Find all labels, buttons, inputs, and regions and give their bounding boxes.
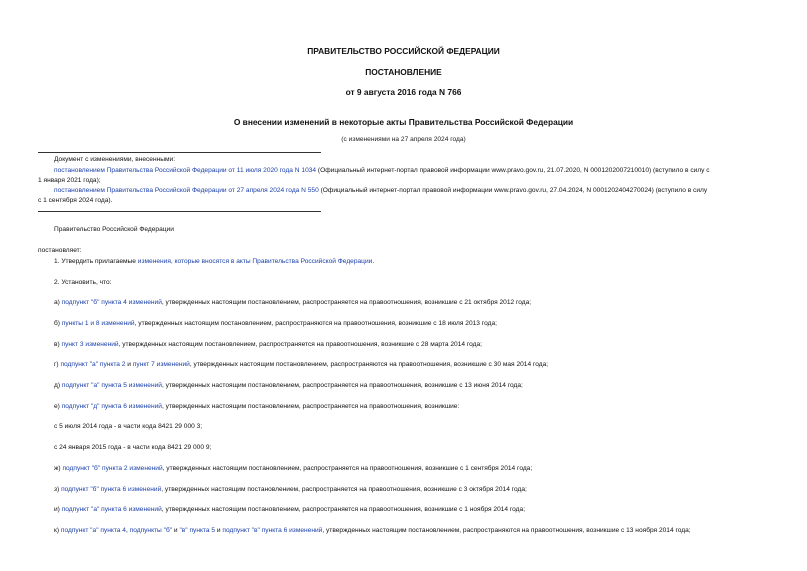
bottom-divider: [38, 211, 321, 212]
item-zh-pre: ж): [54, 465, 63, 472]
p1-pre: 1. Утвердить прилагаемые: [54, 258, 138, 265]
item-a-post: , утвержденных настоящим постановлением, распространяется на правоотношения, возникшие с 21 октября 2012 года;: [161, 299, 532, 306]
item-i-post: , утвержденных настоящим постановлением, распространяется на правоотношения, возникшие с 1 ноября 2014 года;: [161, 506, 526, 513]
item-k-link-2[interactable]: подпункты "б": [129, 527, 173, 534]
change-link-1[interactable]: постановлением Правительства Российской Федерации от 11 июля 2020 года N 1034: [54, 167, 317, 174]
item-g-mid: и: [125, 361, 133, 368]
item-b-pre: б): [54, 320, 62, 327]
doc-type-heading: ПОСТАНОВЛЕНИЕ: [365, 67, 442, 77]
item-g-pre: г): [54, 361, 61, 368]
item-g-link-1[interactable]: подпункт "а" пункта 2: [60, 361, 126, 368]
item-k-mid-1: ,: [125, 527, 130, 534]
change-item-1: [54, 167, 710, 175]
item-z-post: , утвержденных настоящим постановлением, распространяется на правоотношения, возникшие с 3 октября 2014 года;: [161, 486, 527, 493]
change-item-1-cont: 1 января 2021 года);: [38, 177, 101, 184]
item-b-post: , утвержденных настоящим постановлением, распространяются на правоотношения, возникшие с 18 июля 2013 года;: [134, 320, 497, 327]
item-d-pre: д): [54, 382, 62, 389]
item-v-link[interactable]: пункт 3 изменений: [61, 341, 119, 348]
item-g: [54, 361, 548, 369]
item-k-mid-3: и: [215, 527, 223, 534]
item-z-link[interactable]: подпункт "б" пункта 6 изменений: [61, 486, 162, 493]
item-e-sub-2: с 24 января 2015 года - в части кода 8421 29 000 9;: [54, 444, 212, 451]
item-k-mid-2: и: [172, 527, 180, 534]
decides-line: постановляет:: [38, 247, 82, 254]
change-item-2-cont: с 1 сентября 2024 года).: [38, 197, 113, 204]
item-v-pre: в): [54, 341, 62, 348]
changes-intro: Документ с изменениями, внесенными:: [54, 156, 176, 163]
item-d: [54, 382, 523, 390]
item-i-link[interactable]: подпункт "а" пункта 6 изменений: [61, 506, 162, 513]
item-k: [54, 527, 691, 535]
item-k-post: , утвержденных настоящим постановлением, распространяются на правоотношения, возникшие с 13 ноября 2014 года;: [322, 527, 691, 534]
change-text-2: (Официальный интернет-портал правовой информации www.pravo.gov.ru, 27.04.2024, N 0001202404270024) (вступило в силу: [318, 187, 708, 194]
item-z: [54, 486, 527, 494]
item-zh-post: , утвержденных настоящим постановлением, распространяется на правоотношения, возникшие с 1 сентября 2014 года;: [162, 465, 533, 472]
government-heading: ПРАВИТЕЛЬСТВО РОССИЙСКОЙ ФЕДЕРАЦИИ: [307, 46, 500, 56]
item-b-link[interactable]: пункты 1 и 8 изменений: [61, 320, 135, 327]
item-d-post: , утвержденных настоящим постановлением, распространяется на правоотношения, возникшие с 13 июня 2014 года;: [161, 382, 523, 389]
item-k-pre: к): [54, 527, 61, 534]
item-g-link-2[interactable]: пункт 7 изменений: [132, 361, 190, 368]
item-a: [54, 299, 531, 307]
document-title: О внесении изменений в некоторые акты Правительства Российской Федерации: [233, 117, 574, 127]
paragraph-1: [54, 258, 374, 266]
change-link-2[interactable]: постановлением Правительства Российской Федерации от 27 апреля 2024 года N 550: [54, 187, 319, 194]
item-zh: [54, 465, 532, 473]
issuer-line: Правительство Российской Федерации: [54, 226, 174, 233]
item-d-link[interactable]: подпункт "а" пункта 5 изменений: [61, 382, 162, 389]
item-a-pre: а): [54, 299, 62, 306]
amendment-note: (с изменениями на 27 апреля 2024 года): [341, 136, 466, 143]
item-e-post: , утвержденных настоящим постановлением, распространяется на правоотношения, возникшие:: [161, 403, 460, 410]
item-e-sub-1: с 5 июля 2014 года - в части кода 8421 29 000 3;: [54, 423, 203, 430]
item-v-post: , утвержденных настоящим постановлением, распространяется на правоотношения, возникшие с 28 марта 2014 года;: [118, 341, 482, 348]
item-k-link-3[interactable]: "в" пункта 5: [179, 527, 216, 534]
item-a-link[interactable]: подпункт "б" пункта 4 изменений: [61, 299, 162, 306]
item-e-link[interactable]: подпункт "д" пункта 6 изменений: [61, 403, 162, 410]
item-e-pre: е): [54, 403, 62, 410]
change-text-1: (Официальный интернет-портал правовой информации www.pravo.gov.ru, 21.07.2020, N 0001202007210010) (вступило в силу с: [316, 167, 710, 174]
change-item-2: [54, 187, 707, 195]
item-i-pre: и): [54, 506, 62, 513]
p1-post: .: [372, 258, 375, 265]
item-e: [54, 403, 459, 411]
item-b: [54, 320, 497, 328]
item-z-pre: з): [54, 486, 62, 493]
date-number-heading: от 9 августа 2016 года N 766: [345, 87, 462, 97]
item-k-link-1[interactable]: подпункт "а" пункта 4: [60, 527, 126, 534]
item-zh-link[interactable]: подпункт "б" пункта 2 изменений: [62, 465, 163, 472]
p1-link[interactable]: изменения, которые вносятся в акты Правительства Российской Федерации: [137, 258, 373, 265]
item-g-post: , утвержденных настоящим постановлением, распространяются на правоотношения, возникшие с 30 мая 2014 года;: [189, 361, 549, 368]
item-i: [54, 506, 525, 514]
top-divider: [38, 152, 321, 153]
item-k-link-4[interactable]: подпункт "в" пункта 6 изменений: [222, 527, 323, 534]
paragraph-2: 2. Установить, что:: [54, 279, 112, 286]
item-v: [54, 341, 482, 349]
